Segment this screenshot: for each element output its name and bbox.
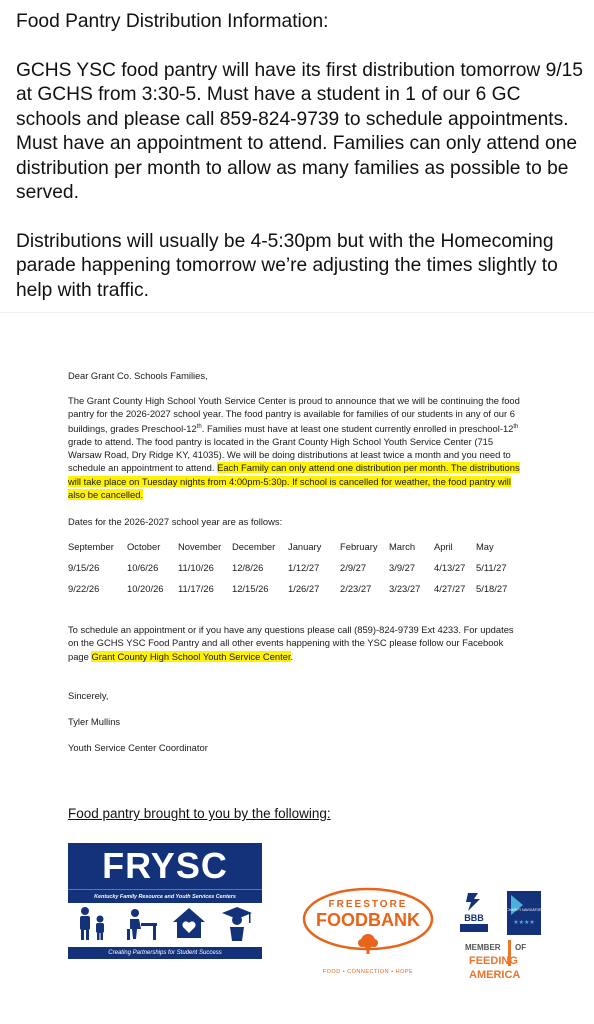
contact-text: To schedule an appointment or if you have any questions please call (859)-824-9739 Ext 4233. For updates on the GCHS YSC Food Pantry and all other events happening with the YSC please follow our Facebook page bbox=[68, 624, 514, 662]
month-header: November bbox=[178, 541, 222, 553]
letter-greeting: Dear Grant Co. Schools Families, bbox=[68, 370, 208, 381]
letter-body bbox=[68, 394, 520, 501]
feeding-line3: AMERICA bbox=[469, 969, 521, 981]
foodbank-line2: FOODBANK bbox=[316, 910, 420, 930]
sponsors-title: Food pantry brought to you by the following: bbox=[68, 806, 331, 821]
date-cell: 2/9/27 bbox=[340, 562, 367, 574]
month-header: September bbox=[68, 541, 114, 553]
month-header: April bbox=[434, 541, 453, 553]
date-cell: 3/9/27 bbox=[389, 562, 416, 574]
date-cell: 10/6/26 bbox=[127, 562, 159, 574]
frysc-name: FRYSC bbox=[68, 843, 262, 889]
months-row bbox=[68, 536, 516, 557]
dates-row-2 bbox=[68, 578, 516, 599]
superscript: th bbox=[513, 423, 519, 430]
letter bbox=[68, 369, 520, 754]
frysc-subtitle: Kentucky Family Resource and Youth Services Centers bbox=[68, 889, 262, 903]
month-header: October bbox=[127, 541, 161, 553]
date-cell: 12/8/26 bbox=[232, 562, 264, 574]
signer-title: Youth Service Center Coordinator bbox=[68, 742, 208, 754]
graduate-icon bbox=[220, 905, 254, 946]
stars-icon: ★★★★ bbox=[513, 919, 535, 926]
post-paragraph-1: GCHS YSC food pantry will have its first distribution tomorrow 9/15 at GCHS from 3:30-5. Must have a student in 1 of our 6 GC schools and please call 859-824-9739 to schedule appointments. Must have an appointment to attend. Families can only attend one distribution per month to allow as many families as possible to be served. bbox=[16, 59, 583, 203]
foodbank-tagline: FOOD • CONNECTION • HOPE bbox=[322, 969, 414, 975]
date-cell: 5/18/27 bbox=[476, 583, 508, 595]
family-icon bbox=[76, 905, 110, 946]
feeding-line2: FEEDING bbox=[469, 955, 518, 967]
month-header: January bbox=[288, 541, 322, 553]
date-cell: 1/12/27 bbox=[288, 562, 320, 574]
feeding-america-logo bbox=[463, 938, 545, 986]
contact-end: . bbox=[290, 650, 294, 662]
student-desk-icon bbox=[123, 905, 159, 946]
frysc-icons bbox=[68, 903, 262, 947]
closing: Sincerely, bbox=[68, 689, 109, 701]
month-header: March bbox=[389, 541, 416, 553]
date-cell: 4/27/27 bbox=[434, 583, 466, 595]
date-cell: 1/26/27 bbox=[288, 583, 320, 595]
date-cell: 3/23/27 bbox=[389, 583, 421, 595]
signer-name: Tyler Mullins bbox=[68, 715, 121, 727]
date-cell: 11/10/26 bbox=[178, 562, 214, 574]
facebook-page-name: Grant County High School Youth Service Center bbox=[91, 650, 291, 662]
charity-navigator-logo bbox=[507, 891, 541, 935]
bbb-accredited-logo bbox=[458, 891, 490, 933]
date-cell: 12/15/26 bbox=[232, 583, 269, 595]
home-heart-icon bbox=[171, 905, 207, 946]
superscript: th bbox=[196, 423, 202, 430]
navigator-label: CHARITY NAVIGATOR bbox=[507, 908, 541, 912]
letter-body-text: grade to attend. The food pantry is located in the Grant County High School Youth Service Center (715 Warsaw Road, Dry Ridge KY, 41035). We will be doing distributions at least twice a month and you need to schedule an appointment to attend. bbox=[68, 435, 511, 474]
bbb-label: BBB bbox=[464, 913, 484, 923]
letter-body-text: . Families must have at least one student currently enrolled in preschool-12 bbox=[201, 422, 514, 434]
post-heading: Food Pantry Distribution Information: bbox=[16, 11, 329, 32]
tree-icon bbox=[358, 934, 378, 954]
foodbank-line1: FREESTORE bbox=[328, 899, 408, 910]
contact-paragraph bbox=[68, 623, 520, 663]
highlighted-rule: Each Family can only attend one distribution per month. The distributions will take place on Tuesday nights from 4:00pm-5:30p. If school is cancelled for weather, the food pantry will also be cancelled. bbox=[68, 462, 520, 500]
month-header: February bbox=[340, 541, 378, 553]
dates-row-1 bbox=[68, 557, 516, 578]
month-header: December bbox=[232, 541, 276, 553]
date-cell: 9/22/26 bbox=[68, 583, 100, 595]
date-cell: 11/17/26 bbox=[178, 583, 214, 595]
date-cell: 5/11/27 bbox=[476, 562, 507, 574]
month-header: May bbox=[476, 541, 494, 553]
dates-intro: Dates for the 2026-2027 school year are as follows: bbox=[68, 515, 283, 527]
post-text bbox=[16, 10, 584, 303]
date-cell: 4/13/27 bbox=[434, 562, 466, 574]
post-paragraph-2: Distributions will usually be 4-5:30pm but with the Homecoming parade happening tomorrow we’re adjusting the times slightly to help with traffic. bbox=[16, 230, 558, 301]
letter-body-text: The Grant County High School Youth Service Center is proud to announce that we will be continuing the food pantry for the 2026-2027 school year. The food pantry is available for families of our students in any of our 6 buildings, grades Preschool-12 bbox=[68, 395, 520, 434]
frysc-tagline: Creating Partnerships for Student Success bbox=[68, 947, 262, 959]
dates-table bbox=[68, 536, 516, 599]
frysc-logo bbox=[68, 843, 262, 965]
flyer-image bbox=[0, 312, 594, 1024]
feeding-of: OF bbox=[515, 943, 527, 952]
feeding-member: MEMBER bbox=[465, 943, 501, 952]
date-cell: 9/15/26 bbox=[68, 562, 100, 574]
date-cell: 2/23/27 bbox=[340, 583, 372, 595]
freestore-foodbank-logo bbox=[300, 885, 445, 977]
date-cell: 10/20/26 bbox=[127, 583, 164, 595]
